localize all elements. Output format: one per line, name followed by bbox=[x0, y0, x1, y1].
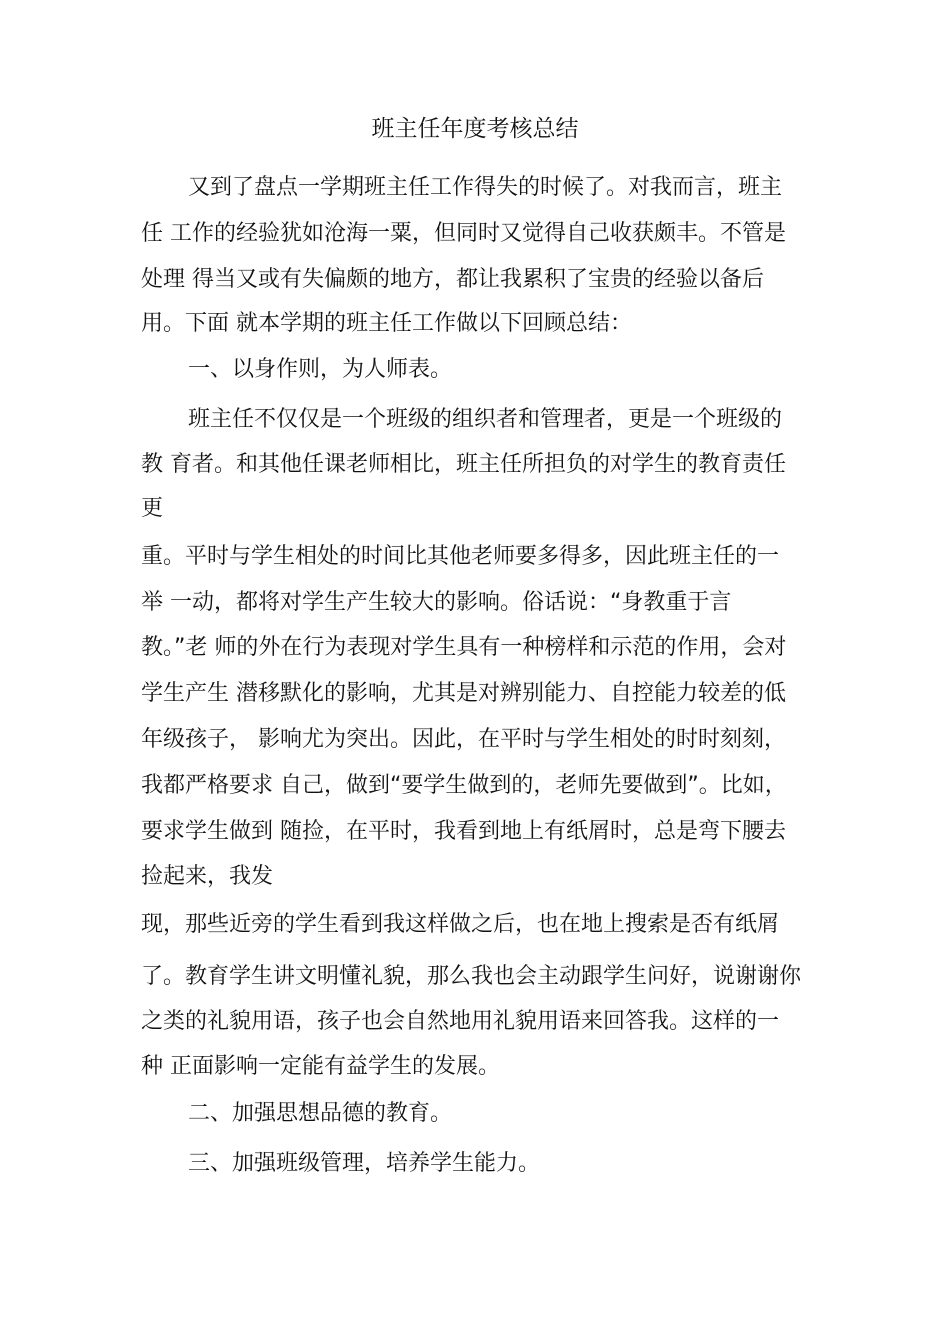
section-heading: 三、加强班级管理，培养学生能力。 bbox=[188, 1151, 541, 1176]
paragraph-line: 之类的礼貌用语，孩子也会自然地用礼貌用语来回答我。这样的一 bbox=[141, 1009, 780, 1034]
paragraph-line: 捡起来，我发 bbox=[141, 864, 274, 889]
paragraph-line: 举 一动，都将对学生产生较大的影响。俗话说：“身教重于言 bbox=[141, 590, 732, 615]
paragraph-line: 要求学生做到 随捡，在平时，我看到地上有纸屑时，总是弯下腰去 bbox=[141, 819, 786, 844]
paragraph-line: 班主任不仅仅是一个班级的组织者和管理者，更是一个班级的 bbox=[188, 407, 783, 432]
paragraph-line: 用。下面 就本学期的班主任工作做以下回顾总结： bbox=[141, 311, 632, 336]
paragraph-line: 更 bbox=[141, 496, 164, 521]
paragraph-line: 种 正面影响一定能有益学生的发展。 bbox=[141, 1054, 500, 1079]
paragraph-line: 教。”老 师的外在行为表现对学生具有一种榜样和示范的作用，会对 bbox=[141, 635, 787, 660]
section-heading: 一、以身作则，为人师表。 bbox=[188, 357, 453, 382]
paragraph-line: 又到了盘点一学期班主任工作得失的时候了。对我而言，班主 bbox=[188, 175, 783, 200]
section-heading: 二、加强思想品德的教育。 bbox=[188, 1101, 453, 1126]
paragraph-line: 现，那些近旁的学生看到我这样做之后，也在地上搜索是否有纸屑 bbox=[141, 912, 780, 937]
paragraph-line: 教 育者。和其他任课老师相比，班主任所担负的对学生的教育责任 bbox=[141, 452, 786, 477]
paragraph-line: 重。平时与学生相处的时间比其他老师要多得多，因此班主任的一 bbox=[141, 544, 780, 569]
document-title: 班主任年度考核总结 bbox=[371, 116, 579, 142]
paragraph-line: 我都严格要求 自己，做到“要学生做到的，老师先要做到”。比如， bbox=[141, 773, 787, 798]
paragraph-line: 任 工作的经验犹如沧海一粟，但同时又觉得自己收获颇丰。不管是 bbox=[141, 221, 786, 246]
paragraph-line: 年级孩子， 影响尤为突出。因此，在平时与学生相处的时时刻刻， bbox=[141, 727, 786, 752]
paragraph-line: 了。教育学生讲文明懂礼貌，那么我也会主动跟学生问好，说谢谢你 bbox=[141, 964, 802, 989]
paragraph-line: 处理 得当又或有失偏颇的地方，都让我累积了宝贵的经验以备后 bbox=[141, 267, 764, 292]
paragraph-line: 学生产生 潜移默化的影响，尤其是对辨别能力、自控能力较差的低 bbox=[141, 681, 786, 706]
